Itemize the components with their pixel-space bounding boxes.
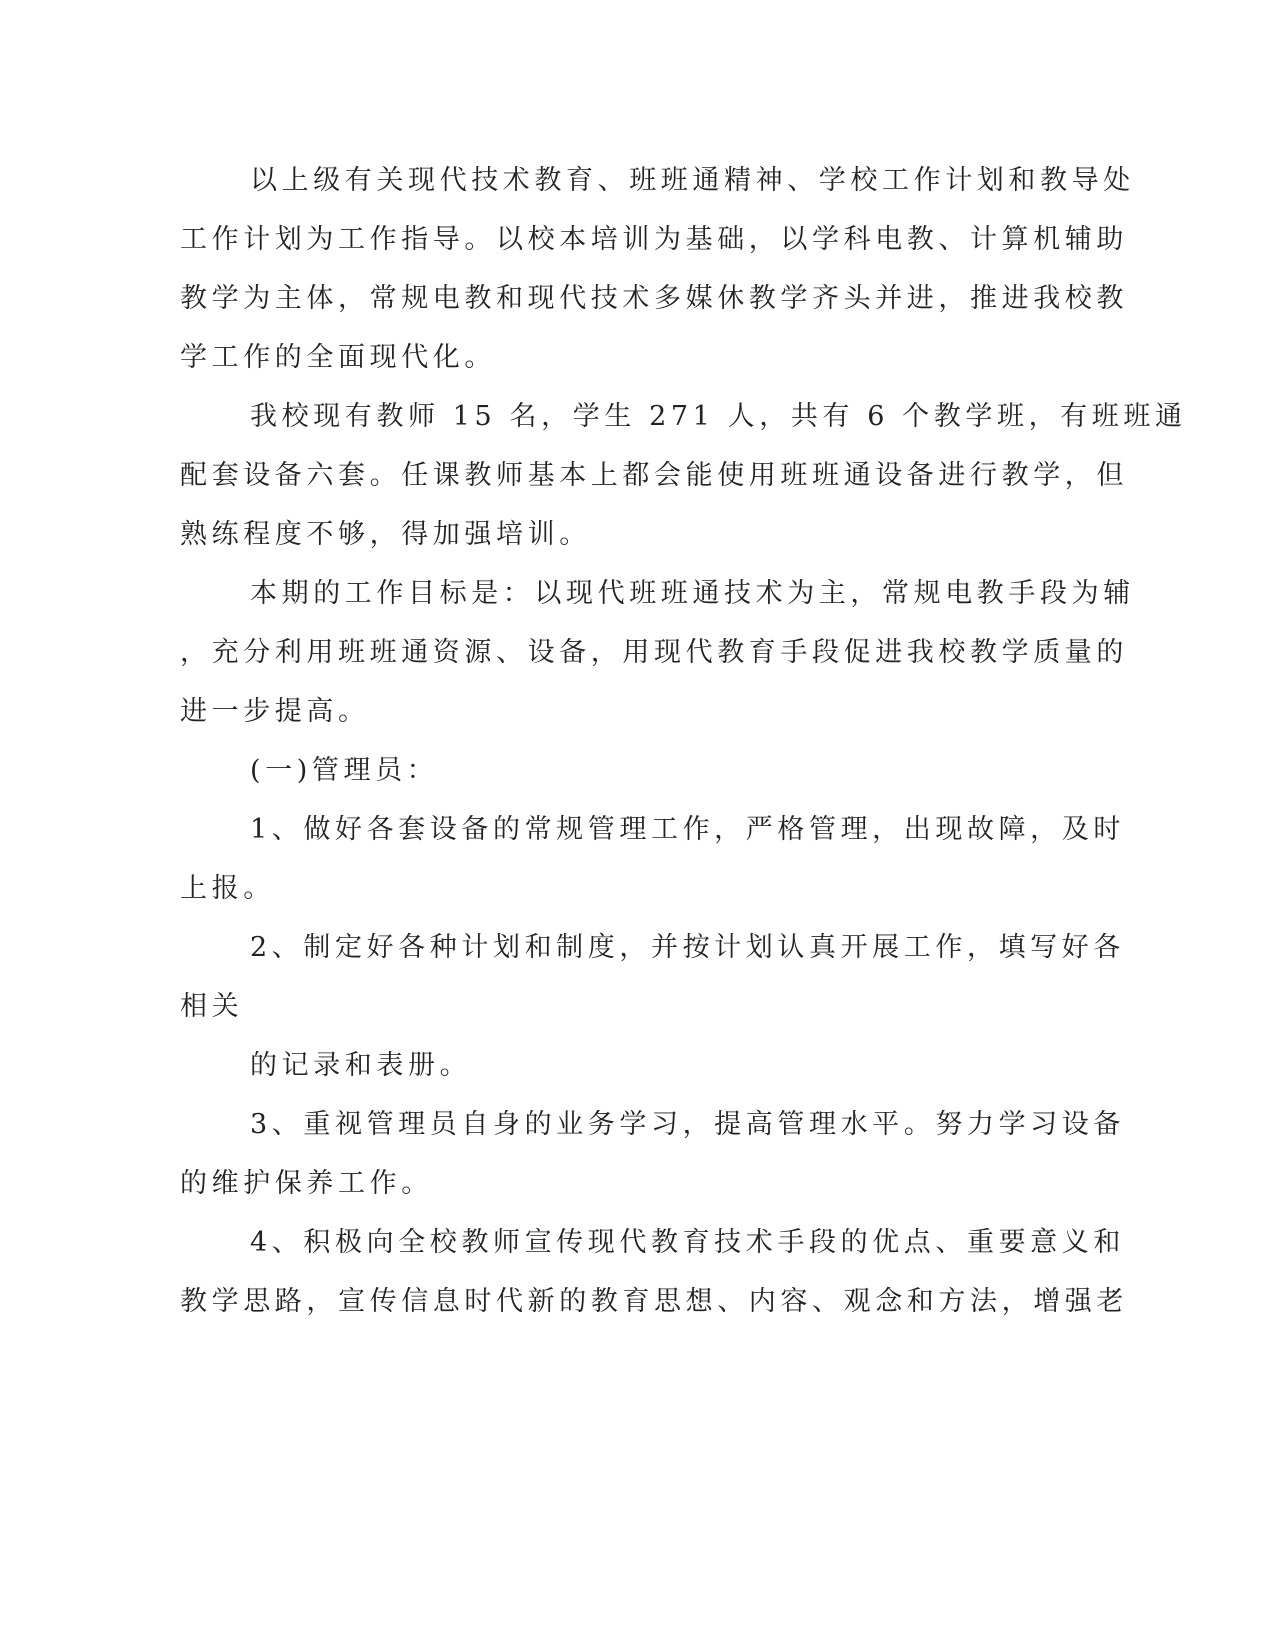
paragraph-1-line-4: 学工作的全面现代化。 — [180, 342, 496, 373]
paragraph-1-line-3: 教学为主体，常规电教和现代技术多媒休教学齐头并进，推进我校教 — [180, 283, 1128, 314]
item-2-line-3: 的记录和表册。 — [250, 1050, 472, 1081]
item-4-line-1: 4、积极向全校教师宣传现代教育技术手段的优点、重要意义和 — [250, 1227, 1125, 1258]
item-1-line-1: 1、做好各套设备的常规管理工作，严格管理，出现故障，及时 — [250, 814, 1125, 845]
paragraph-2-line-1: 我校现有教师 15 名，学生 271 人，共有 6 个教学班，有班班通 — [250, 401, 1187, 432]
paragraph-1-line-2: 工作计划为工作指导。以校本培训为基础，以学科电教、计算机辅助 — [180, 224, 1128, 255]
section-heading-admin: (一)管理员： — [250, 755, 439, 786]
paragraph-3-line-1: 本期的工作目标是：以现代班班通技术为主，常规电教手段为辅 — [250, 578, 1135, 609]
item-4-line-2: 教学思路，宣传信息时代新的教育思想、内容、观念和方法，增强老 — [180, 1286, 1128, 1317]
item-2-line-1: 2、制定好各种计划和制度，并按计划认真开展工作，填写好各 — [250, 932, 1125, 963]
item-3-line-1: 3、重视管理员自身的业务学习，提高管理水平。努力学习设备 — [250, 1109, 1125, 1140]
paragraph-2-line-3: 熟练程度不够，得加强培训。 — [180, 519, 591, 550]
paragraph-2-line-2: 配套设备六套。任课教师基本上都会能使用班班通设备进行教学，但 — [180, 460, 1128, 491]
item-3-line-2: 的维护保养工作。 — [180, 1168, 433, 1199]
item-2-line-2: 相关 — [180, 991, 244, 1022]
paragraph-1-line-1: 以上级有关现代技术教育、班班通精神、学校工作计划和教导处 — [250, 165, 1135, 196]
paragraph-3-line-3: 进一步提高。 — [180, 696, 370, 727]
item-1-line-2: 上报。 — [180, 873, 275, 904]
paragraph-3-line-2: ，充分利用班班通资源、设备，用现代教育手段促进我校教学质量的 — [180, 637, 1128, 668]
